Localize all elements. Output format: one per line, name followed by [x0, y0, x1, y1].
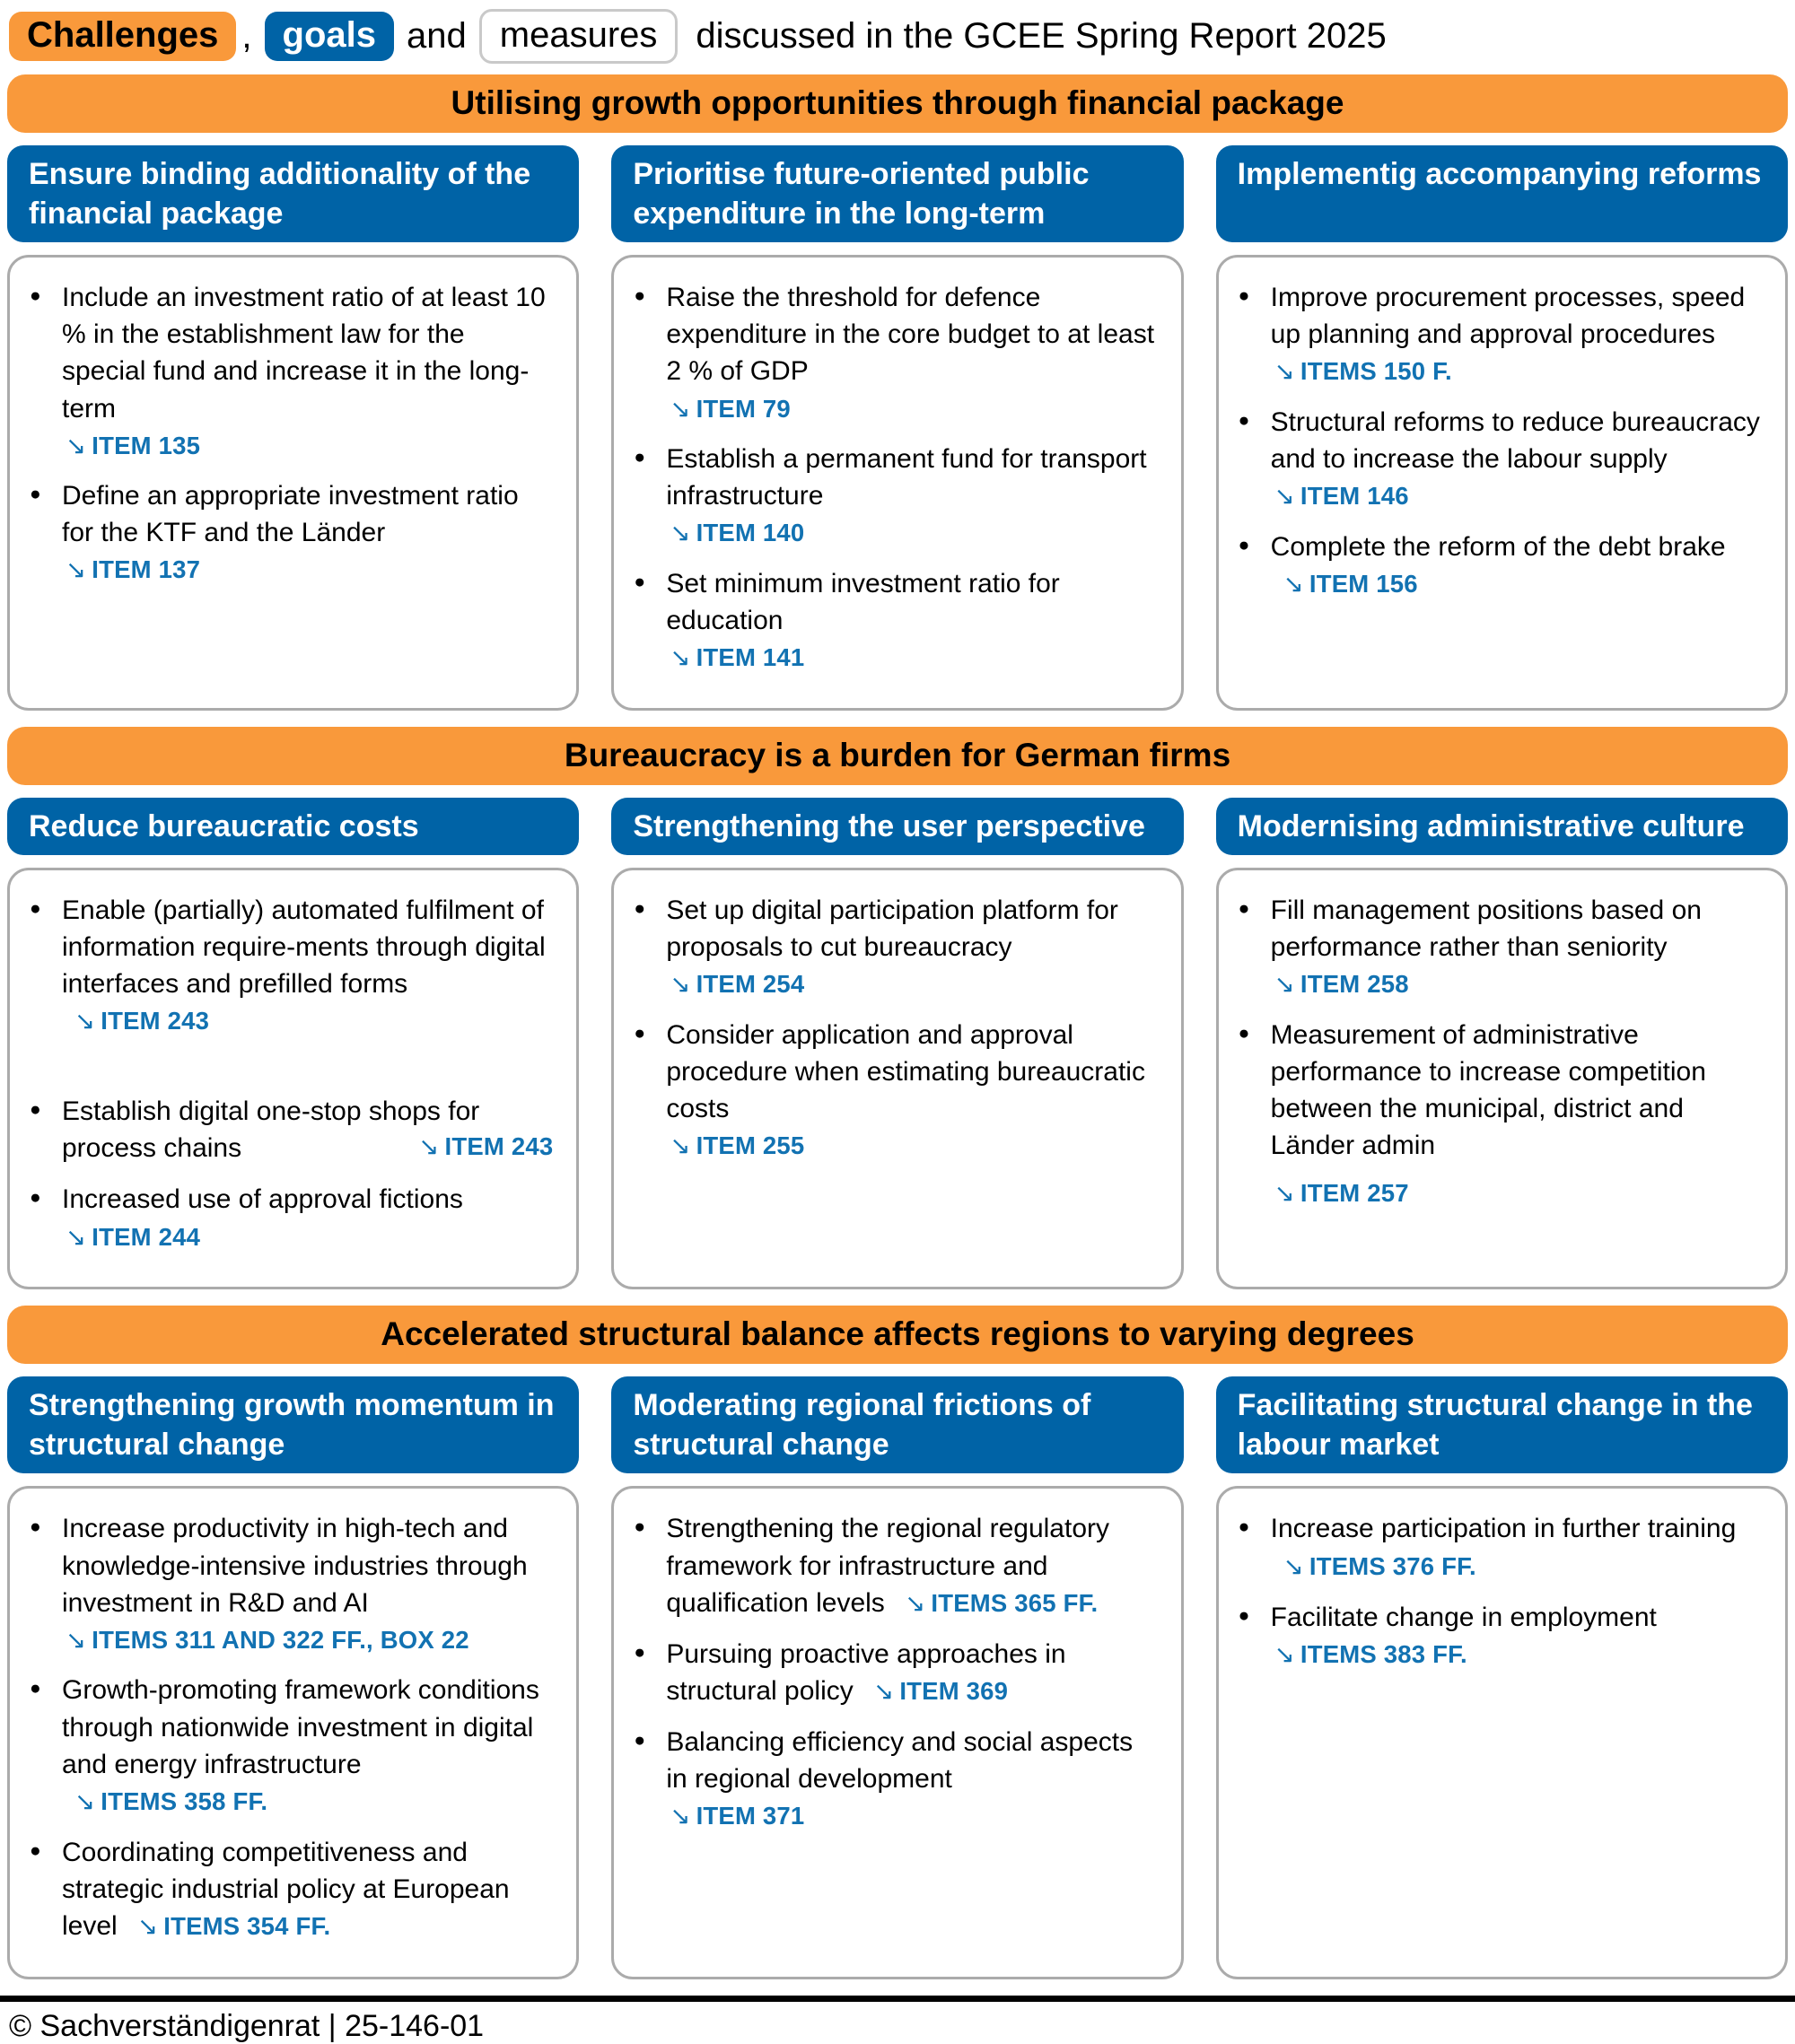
- goal-header: Strengthening the user perspective: [611, 798, 1183, 855]
- measure-text: Increase participation in further training: [1270, 1514, 1737, 1544]
- item-ref-label: ITEM 79: [696, 394, 791, 423]
- item-ref-label: ITEMS 365 FF.: [931, 1588, 1099, 1617]
- section-structural-balance: [7, 1306, 1788, 1979]
- measure-text: Pursuing proactive approaches in structural policy: [666, 1638, 1066, 1706]
- measure-item: [1239, 528, 1762, 602]
- arrow-se-icon: ↘: [670, 643, 691, 673]
- measure-text: Measurement of administrative performance to increase competition between the municipal, district and Länder admin: [1270, 1019, 1706, 1161]
- arrow-se-icon: ↘: [1283, 1551, 1304, 1581]
- measures-box: [7, 255, 579, 711]
- goal-header: Prioritise future-oriented public expenditure in the long-term: [611, 145, 1183, 242]
- item-ref-link[interactable]: [1274, 1176, 1762, 1211]
- item-ref-label: ITEM 135: [92, 431, 201, 459]
- measure-text: Set up digital participation platform for proposals to cut bureaucracy: [666, 895, 1118, 963]
- item-ref-link[interactable]: [74, 1007, 209, 1035]
- title-and: and: [407, 16, 467, 56]
- measure-item: [30, 1093, 553, 1166]
- arrow-se-icon: ↘: [418, 1132, 440, 1162]
- item-ref-link[interactable]: [66, 1623, 553, 1658]
- item-ref-link[interactable]: [66, 1220, 553, 1255]
- arrow-se-icon: ↘: [74, 1786, 96, 1816]
- measure-item: [634, 565, 1157, 676]
- measure-item: [634, 1017, 1157, 1164]
- measure-text: Establish a permanent fund for transport infrastructure: [666, 444, 1147, 511]
- measure-item: [30, 1834, 553, 1944]
- goal-header-row: [7, 798, 1788, 855]
- measure-item: [30, 279, 553, 463]
- item-ref-label: ITEM 140: [696, 519, 805, 547]
- item-ref-link[interactable]: [66, 553, 553, 588]
- goal-header: Ensure binding additionality of the financial package: [7, 145, 579, 242]
- measures-row: [7, 255, 1788, 711]
- measure-item: [30, 892, 553, 1039]
- title-comma: ,: [241, 16, 252, 56]
- item-ref-link[interactable]: [66, 429, 553, 464]
- item-ref-link[interactable]: [1274, 354, 1762, 389]
- item-ref-label: ITEM 369: [899, 1676, 1009, 1705]
- arrow-se-icon: ↘: [670, 970, 691, 1000]
- measure-item: [634, 892, 1157, 1002]
- item-ref-link[interactable]: [873, 1677, 1008, 1705]
- arrow-se-icon: ↘: [66, 1625, 87, 1655]
- item-ref-label: ITEM 255: [696, 1131, 805, 1160]
- measure-text: Fill management positions based on performance rather than seniority: [1270, 895, 1702, 963]
- measures-box: [7, 868, 579, 1289]
- section-financial-package: [7, 74, 1788, 711]
- measure-item: [634, 1636, 1157, 1709]
- page-title: [9, 9, 1788, 64]
- arrow-se-icon: ↘: [1274, 970, 1295, 1000]
- item-ref-link[interactable]: [1283, 570, 1418, 598]
- copyright: © Sachverständigenrat | 25-146-01: [9, 2009, 485, 2044]
- measures-box: [1216, 255, 1788, 711]
- measure-item: [634, 441, 1157, 551]
- goal-header-row: [7, 145, 1788, 242]
- measure-item: [30, 1672, 553, 1819]
- measures-box: [1216, 1486, 1788, 1979]
- measure-text: Include an investment ratio of at least 10 % in the establishment law for the special fund and increase it in the long-term: [62, 283, 546, 424]
- measure-text: Increase productivity in high-tech and knowledge-intensive industries through investment in R&D and AI: [62, 1514, 528, 1618]
- measure-text: Complete the reform of the debt brake: [1270, 531, 1726, 562]
- measure-item: [634, 1510, 1157, 1620]
- measure-item: [1239, 404, 1762, 514]
- item-ref-label: ITEM 141: [696, 643, 805, 672]
- item-ref-label: ITEMS 354 FF.: [163, 1911, 331, 1940]
- measure-item: [1239, 1510, 1762, 1584]
- measures-box: [7, 1486, 579, 1979]
- arrow-se-icon: ↘: [905, 1588, 926, 1618]
- arrow-se-icon: ↘: [1274, 357, 1295, 387]
- challenge-bar: Utilising growth opportunities through financial package: [7, 74, 1788, 133]
- arrow-se-icon: ↘: [1274, 1639, 1295, 1669]
- item-ref-label: ITEM 371: [696, 1802, 805, 1830]
- item-ref-link[interactable]: [670, 641, 1157, 676]
- measures-row: [7, 868, 1788, 1289]
- item-ref-link[interactable]: [137, 1912, 330, 1940]
- goal-header-row: [7, 1376, 1788, 1473]
- item-ref-label: ITEM 258: [1300, 970, 1409, 999]
- arrow-se-icon: ↘: [1283, 570, 1304, 599]
- goal-header: Strengthening growth momentum in structural change: [7, 1376, 579, 1473]
- item-ref-label: ITEMS 150 F.: [1300, 357, 1452, 386]
- item-ref-link[interactable]: [670, 392, 1157, 427]
- item-ref-label: ITEM 257: [1300, 1179, 1409, 1208]
- measure-text: Facilitate change in employment: [1270, 1602, 1657, 1632]
- challenge-bar: Accelerated structural balance affects regions to varying degrees: [7, 1306, 1788, 1364]
- item-ref-link[interactable]: [1274, 1638, 1762, 1673]
- arrow-se-icon: ↘: [74, 1007, 96, 1036]
- item-ref-link[interactable]: [670, 516, 1157, 551]
- item-ref-link[interactable]: [74, 1787, 267, 1815]
- goal-header: Moderating regional frictions of structural change: [611, 1376, 1183, 1473]
- measures-box: [1216, 868, 1788, 1289]
- goal-header: Reduce bureaucratic costs: [7, 798, 579, 855]
- item-ref-link[interactable]: [1274, 967, 1762, 1002]
- measures-box: [611, 868, 1183, 1289]
- measure-text: Improve procurement processes, speed up planning and approval procedures: [1270, 283, 1746, 350]
- measure-item: [1239, 279, 1762, 389]
- arrow-se-icon: ↘: [670, 394, 691, 424]
- arrow-se-icon: ↘: [670, 1802, 691, 1831]
- measure-text: Strengthening the regional regulatory framework for infrastructure and qualification levels: [666, 1514, 1109, 1618]
- measure-text: Establish digital one-stop shops for process chains: [62, 1096, 480, 1164]
- item-ref-link[interactable]: [418, 1130, 553, 1165]
- measure-item: [1239, 1599, 1762, 1673]
- item-ref-label: ITEM 146: [1300, 482, 1409, 511]
- measure-text: Set minimum investment ratio for education: [666, 569, 1060, 636]
- measure-text: Balancing efficiency and social aspects in regional development: [666, 1726, 1134, 1795]
- arrow-se-icon: ↘: [137, 1911, 159, 1941]
- item-ref-label: ITEM 137: [92, 555, 201, 584]
- arrow-se-icon: ↘: [1274, 1179, 1295, 1209]
- measure-item: [634, 1724, 1157, 1834]
- measures-box: [611, 255, 1183, 711]
- challenges-badge: Challenges: [9, 12, 236, 61]
- measure-item: [634, 279, 1157, 426]
- goal-header: Facilitating structural change in the labour market: [1216, 1376, 1788, 1473]
- item-ref-link[interactable]: [670, 1129, 1157, 1164]
- item-ref-label: ITEM 243: [444, 1132, 554, 1161]
- measure-text: Growth-promoting framework conditions through nationwide investment in digital and energy infrastructure: [62, 1675, 539, 1779]
- goals-badge: goals: [265, 12, 394, 61]
- item-ref-link[interactable]: [670, 967, 1157, 1002]
- measure-item: [30, 477, 553, 588]
- measure-text: Consider application and approval procedure when estimating bureaucratic costs: [666, 1019, 1145, 1123]
- arrow-se-icon: ↘: [66, 1222, 87, 1252]
- measure-text: Raise the threshold for defence expenditure in the core budget to at least 2 % of GDP: [666, 283, 1155, 387]
- measure-text: Coordinating competitiveness and strategic industrial policy at European level: [62, 1837, 510, 1941]
- item-ref-link[interactable]: [670, 1799, 1157, 1834]
- item-ref-label: ITEMS 358 FF.: [101, 1786, 268, 1815]
- measures-badge: measures: [479, 9, 679, 64]
- item-ref-label: ITEM 156: [1309, 570, 1418, 598]
- measure-item: [30, 1510, 553, 1657]
- measure-text: Define an appropriate investment ratio for the KTF and the Länder: [62, 481, 519, 548]
- item-ref-label: ITEM 254: [696, 970, 805, 999]
- item-ref-link[interactable]: [1283, 1552, 1476, 1580]
- item-ref-label: ITEMS 376 FF.: [1309, 1551, 1476, 1580]
- measure-text: Enable (partially) automated fulfilment of information require-ments through digital interfaces and prefilled forms: [62, 895, 546, 1000]
- item-ref-label: ITEM 243: [101, 1007, 210, 1035]
- challenge-bar: Bureaucracy is a burden for German firms: [7, 727, 1788, 785]
- measure-item: [30, 1181, 553, 1254]
- arrow-se-icon: ↘: [66, 431, 87, 460]
- measures-box: [611, 1486, 1183, 1979]
- measures-row: [7, 1486, 1788, 1979]
- divider: [0, 1996, 1795, 2002]
- arrow-se-icon: ↘: [1274, 482, 1295, 511]
- measure-text: Structural reforms to reduce bureaucracy and to increase the labour supply: [1270, 407, 1760, 475]
- measure-item: [1239, 1017, 1762, 1211]
- arrow-se-icon: ↘: [670, 519, 691, 548]
- item-ref-label: ITEM 244: [92, 1222, 201, 1251]
- item-ref-label: ITEMS 383 FF.: [1300, 1639, 1467, 1668]
- section-bureaucracy: [7, 727, 1788, 1289]
- title-rest: discussed in the GCEE Spring Report 2025: [696, 16, 1387, 56]
- measure-item: [1239, 892, 1762, 1002]
- arrow-se-icon: ↘: [66, 555, 87, 585]
- item-ref-link[interactable]: [1274, 479, 1762, 514]
- goal-header: Modernising administrative culture: [1216, 798, 1788, 855]
- goal-header: Implementig accompanying reforms: [1216, 145, 1788, 242]
- item-ref-label: ITEMS 311 AND 322 FF., BOX 22: [92, 1625, 469, 1654]
- measure-text: Increased use of approval fictions: [62, 1184, 463, 1215]
- arrow-se-icon: ↘: [873, 1676, 895, 1706]
- item-ref-link[interactable]: [905, 1589, 1098, 1617]
- arrow-se-icon: ↘: [670, 1131, 691, 1161]
